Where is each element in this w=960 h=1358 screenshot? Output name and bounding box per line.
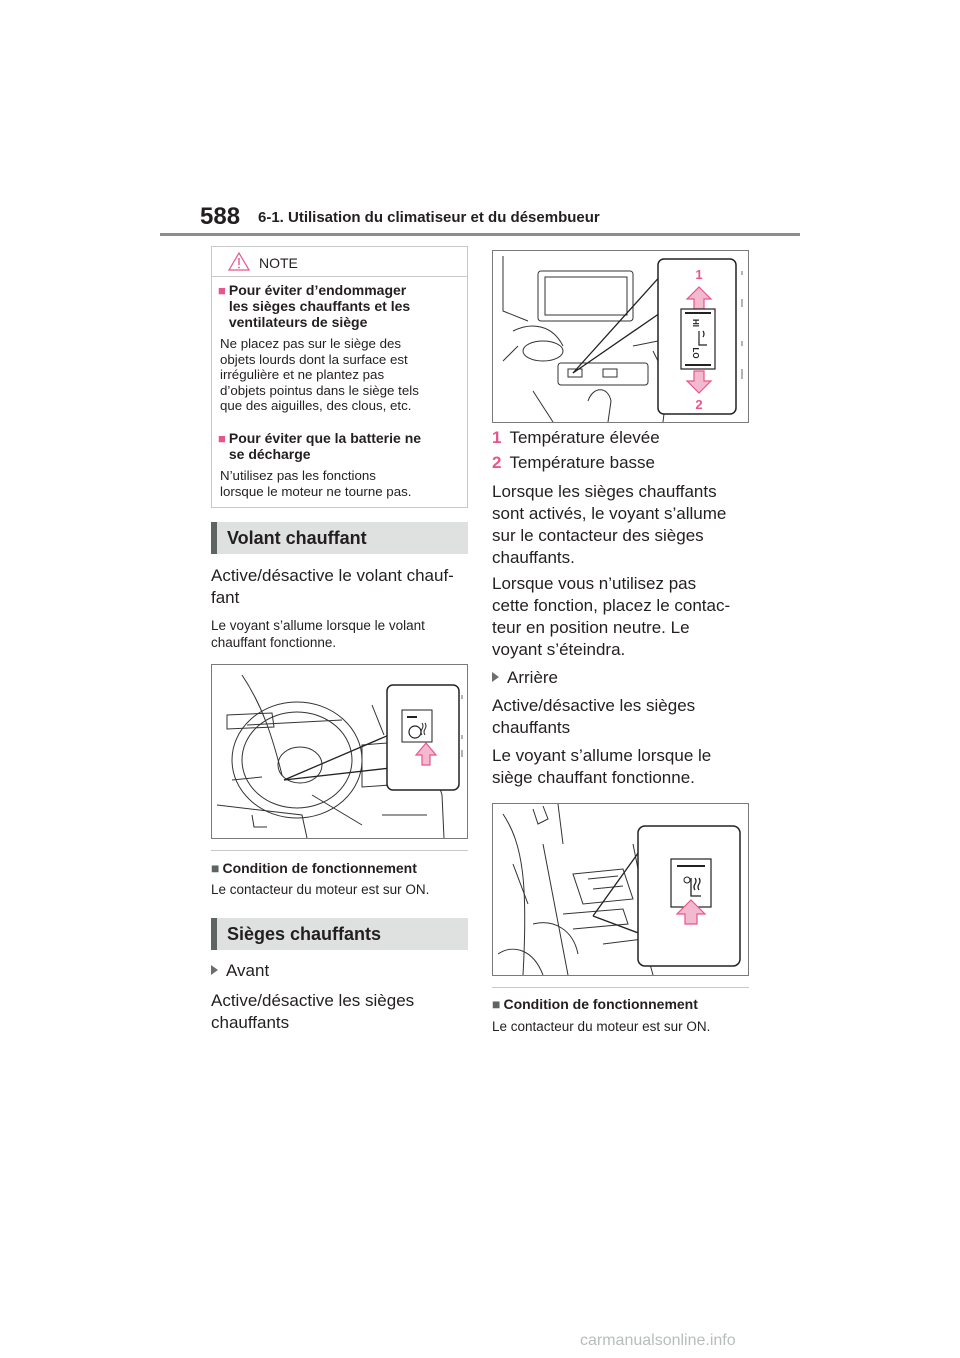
note-heading-2: ■ Pour éviter que la batterie ne se décharge [218, 430, 422, 462]
note-header [212, 247, 467, 277]
front-seat-heater-switch [681, 309, 715, 369]
watermark: carmanualsonline.info [580, 1332, 736, 1349]
rear-label: Arrière [492, 667, 558, 689]
note-label: NOTE [259, 255, 298, 271]
steering-description: Active/désactive le volant chauf- fant [211, 566, 454, 607]
note-box [211, 246, 468, 508]
section-header-seats: Sièges chauffants [211, 918, 468, 950]
note-text-1: Ne placez pas sur le siège des objets lourds dont la surface est irrégulière et ne plantez pas d’objets pointus dans le siège tels que des aiguilles, des clous, etc. [220, 336, 419, 413]
front-description: Active/désactive les sièges chauffants [211, 991, 415, 1032]
square-bullet-icon: ■ [492, 996, 501, 1012]
rear-note: Le voyant s’allume lorsque le siège chauffant fonctionne. [492, 746, 712, 787]
section-header-steering: Volant chauffant [211, 522, 468, 554]
switch-hi-label: HI [691, 319, 700, 327]
heated-steering-switch [402, 710, 432, 742]
triangle-bullet-icon [492, 672, 499, 682]
steering-wheel-figure [211, 664, 468, 839]
legend-item-2: 2 Température basse [492, 453, 655, 472]
seats-paragraph-1: Lorsque les sièges chauffants sont activés, le voyant s’allume sur le contacteur des sièges chauffants. [492, 482, 727, 567]
switch-lo-label: LO [691, 347, 700, 359]
page-number: 588 [200, 203, 241, 230]
square-bullet-icon: ■ [211, 860, 220, 876]
triangle-bullet-icon [211, 965, 218, 975]
divider [492, 987, 749, 988]
square-bullet-icon: ■ [218, 283, 226, 298]
callout-1: 1 [695, 267, 703, 282]
seats-condition-text: Le contacteur du moteur est sur ON. [492, 1019, 711, 1034]
seats-paragraph-2: Lorsque vous n’utilisez pas cette fonction, placez le contac- teur en position neutre. Le voyant s’éteindra. [492, 574, 731, 659]
chapter-title: 6-1. Utilisation du climatiseur et du désembueur [258, 209, 600, 226]
seats-condition-title: ■ Condition de fonctionnement [492, 996, 698, 1012]
note-heading-1: ■ Pour éviter d’endommager les sièges chauffants et les ventilateurs de siège [218, 282, 411, 330]
front-seat-heater-figure [492, 250, 749, 423]
rear-description: Active/désactive les sièges chauffants [492, 696, 696, 737]
note-text-2: N’utilisez pas les fonctions lorsque le moteur ne tourne pas. [220, 468, 412, 499]
square-bullet-icon: ■ [218, 431, 226, 446]
header-rule [160, 233, 800, 236]
divider [211, 850, 468, 851]
steering-condition-title: ■ Condition de fonctionnement [211, 860, 417, 876]
callout-2: 2 [695, 397, 703, 412]
warning-triangle-icon [228, 252, 250, 271]
steering-note: Le voyant s’allume lorsque le volant chauffant fonctionne. [211, 618, 425, 650]
rear-seat-heater-figure [492, 803, 749, 976]
front-label: Avant [211, 960, 269, 982]
steering-condition-text: Le contacteur du moteur est sur ON. [211, 882, 430, 897]
legend-item-1: 1 Température élevée [492, 428, 660, 447]
